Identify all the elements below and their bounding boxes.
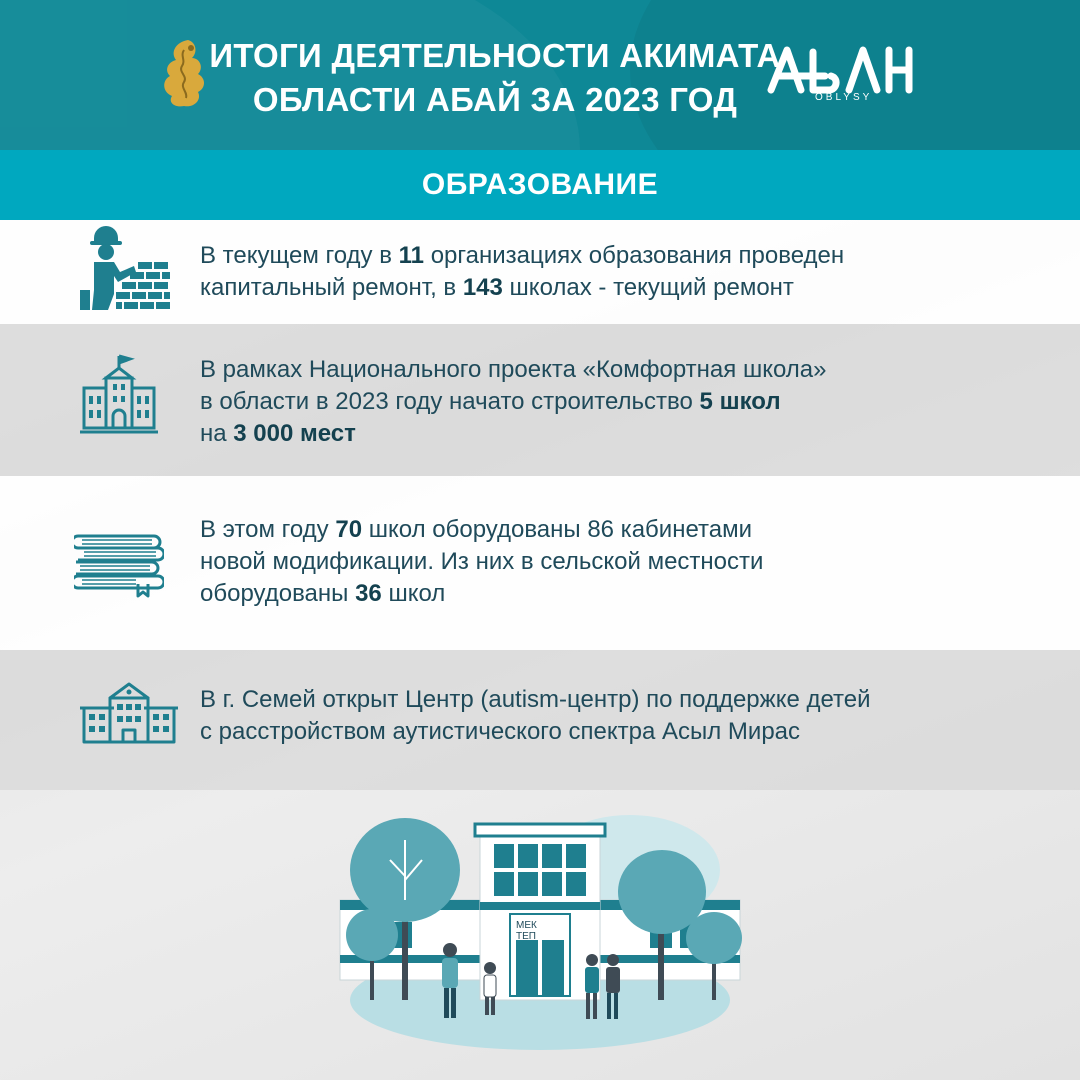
text-fragment: организациях образования проведен [424, 242, 845, 269]
info-row-repairs [0, 220, 1080, 324]
abai-region-logo [765, 44, 915, 106]
text-fragment: оборудованы [200, 580, 356, 607]
text-fragment: школ оборудованы 86 кабинетами [362, 516, 752, 543]
highlight-number: 5 школ [699, 388, 781, 415]
logo-subtitle: OBLYSY [815, 92, 873, 103]
header-title-line2: ОБЛАСТИ АБАЙ ЗА 2023 ГОД [252, 81, 738, 118]
repairs-text [200, 240, 844, 304]
text-fragment: В этом году [200, 516, 336, 543]
school-building-flag-icon [78, 354, 160, 436]
highlight-number: 36 [355, 580, 382, 607]
highlight-number: 143 [462, 274, 503, 301]
section-title: ОБРАЗОВАНИЕ [421, 168, 659, 201]
school-illustration [330, 810, 750, 1060]
building-sign-text: МЕК [516, 920, 537, 931]
text-line: В рамках Национального проекта «Комфортная школа» [200, 356, 827, 383]
autism-center-text [200, 684, 871, 748]
highlight-number: 3 000 мест [233, 420, 356, 447]
highlight-number: 11 [398, 242, 425, 269]
comfortable-school-text [200, 354, 826, 450]
text-fragment: В текущем году в [200, 242, 399, 269]
text-fragment: школ [381, 580, 446, 607]
center-building-icon [80, 680, 178, 746]
worker-building-wall-icon [76, 224, 172, 316]
header-title [200, 34, 790, 122]
abai-logo-icon [765, 44, 915, 94]
text-fragment: капитальный ремонт, в [200, 274, 463, 301]
info-row-autism-center [0, 650, 1080, 790]
building-sign-text: ТЕП [516, 931, 536, 942]
header-title-line1: ИТОГИ ДЕЯТЕЛЬНОСТИ АКИМАТА [209, 37, 781, 74]
text-fragment: на [200, 420, 234, 447]
stack-of-books-icon [74, 528, 164, 598]
classrooms-text [200, 514, 763, 610]
text-fragment: в области в 2023 году начато строительство [200, 388, 700, 415]
text-fragment: школах - текущий ремонт [502, 274, 794, 301]
text-line: с расстройством аутистического спектра Асыл Мирас [200, 718, 801, 745]
text-line: В г. Семей открыт Центр (autism-центр) по поддержке детей [200, 686, 871, 713]
header-banner [0, 0, 1080, 150]
section-title-bar [0, 150, 1080, 220]
highlight-number: 70 [335, 516, 363, 543]
text-line: новой модификации. Из них в сельской местности [200, 548, 764, 575]
info-row-comfortable-school [0, 324, 1080, 476]
info-row-classrooms [0, 476, 1080, 650]
